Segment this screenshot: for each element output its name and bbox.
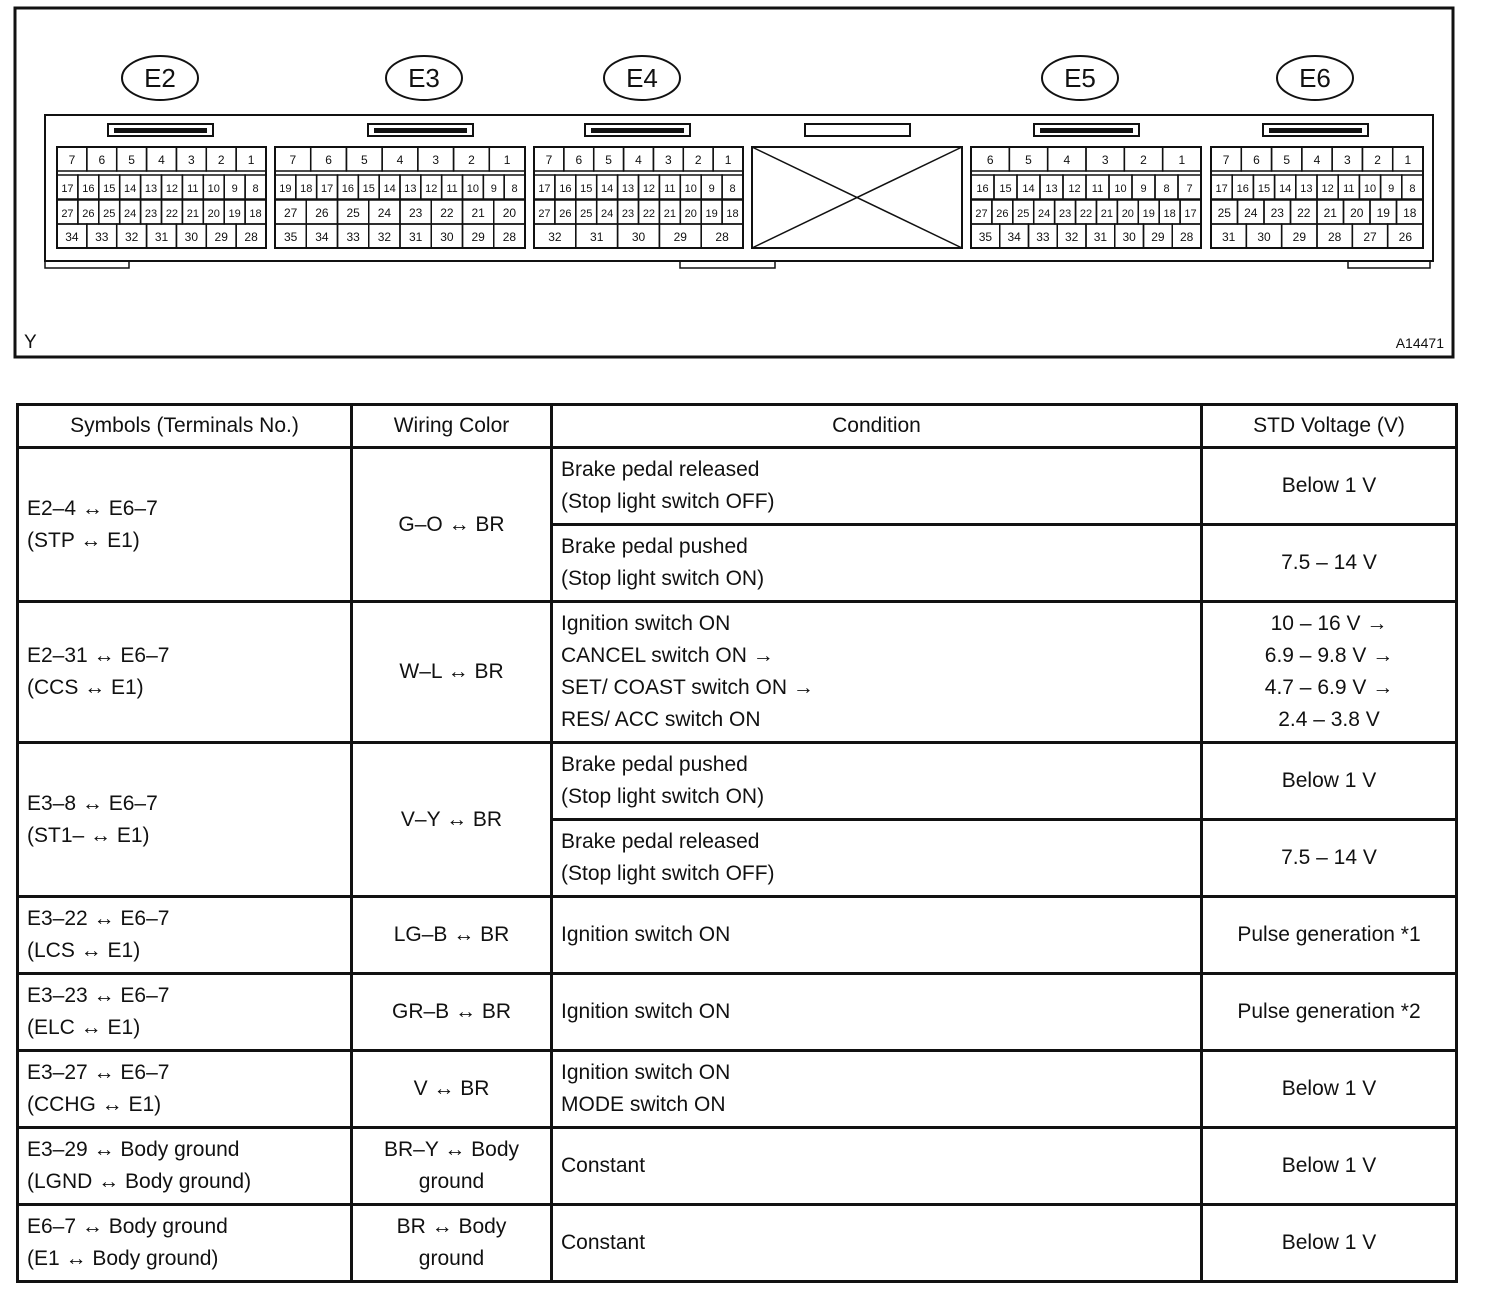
condition-text: Ignition switch ON [561,1000,731,1023]
pin-number: 6 [575,153,583,167]
pin-number: 5 [128,153,135,167]
pin-number: 18 [249,208,262,220]
pin-number: 27 [61,208,74,220]
pin-number: 7 [289,153,297,167]
std-voltage-cell [1202,974,1457,1051]
pin-number: 16 [559,183,572,195]
std-voltage-cell [1202,1128,1457,1205]
pin-number: 21 [1100,208,1114,220]
std-voltage-text: Below 1 V [1281,1077,1377,1100]
pin-number: 6 [98,153,106,167]
connector-latch-slot [374,128,467,133]
pin-number: 19 [705,208,718,220]
pin-number: 2 [1140,153,1147,167]
pin-number: 26 [1398,230,1413,244]
pin-number: 7 [1186,183,1193,195]
pin-number: 16 [341,183,355,195]
header-std-voltage: STD Voltage (V) [1202,405,1457,448]
terminal-symbol-text: (STP ↔ E1) [27,528,140,552]
pin-number: 18 [726,208,739,220]
voltage-table [16,403,1458,1283]
terminal-symbol-cell [18,1128,352,1205]
pin-number: 9 [708,183,715,195]
condition-cell [552,743,1202,820]
pin-number: 7 [545,153,553,167]
pin-number: 18 [1403,206,1417,220]
condition-text: Ignition switch ON [561,923,731,946]
table-row [18,897,1457,974]
terminal-symbol-text: E6–7 ↔ Body ground [27,1215,228,1238]
pin-number: 29 [214,230,228,244]
pin-number: 11 [446,183,458,195]
condition-text: Brake pedal released [561,830,760,853]
pin-number: 13 [144,183,158,195]
terminal-symbol-cell [18,974,352,1051]
condition-text: Ignition switch ON [561,612,731,635]
wiring-color-cell [352,1051,552,1128]
pin-number: 24 [1038,208,1051,220]
pin-number: 22 [1079,208,1093,220]
pin-number: 15 [999,183,1012,195]
terminal-symbol-text: E2–31 ↔ E6–7 [27,644,170,667]
pin-number: 24 [124,208,137,220]
terminal-symbol-text: E3–29 ↔ Body ground [27,1138,240,1161]
pin-number: 27 [1363,230,1377,244]
pin-number: 16 [82,183,95,195]
pin-number: 11 [1091,183,1104,195]
pin-number: 28 [1327,230,1342,244]
connector-latch-slot [591,128,684,133]
wiring-color-text: V ↔ BR [413,1077,490,1100]
pin-number: 33 [95,230,109,244]
std-voltage-text: 4.7 – 6.9 V → [1264,676,1394,699]
pin-number: 30 [440,230,454,244]
pin-number: 12 [165,183,179,195]
std-voltage-cell [1202,1051,1457,1128]
condition-text: SET/ COAST switch ON → [561,676,814,699]
pin-number: 23 [408,206,423,220]
pin-number: 28 [1179,230,1194,244]
table-row [18,1051,1457,1128]
connector-e5 [971,56,1201,248]
connector-label: E2 [144,63,176,93]
wiring-color-text: G–O ↔ BR [398,512,505,536]
pin-number: 22 [440,206,454,220]
pin-number: 34 [65,230,79,244]
pin-number: 21 [663,208,676,220]
pin-number: 13 [621,183,635,195]
housing-tab [680,261,775,268]
condition-cell [552,1128,1202,1205]
connector-label: E5 [1064,63,1096,93]
pin-number: 24 [601,208,614,220]
pin-number: 17 [1184,208,1197,220]
table-row [18,974,1457,1051]
condition-cell [552,897,1202,974]
pin-number: 30 [1122,230,1136,244]
pin-number: 1 [724,153,732,167]
table-row [18,1205,1457,1282]
wiring-color-cell [352,602,552,743]
pin-number: 31 [1093,230,1108,244]
pin-number: 20 [1121,208,1134,220]
connector-label: E4 [626,63,658,93]
pin-number: 17 [1215,183,1228,195]
condition-text: Brake pedal released [561,458,760,481]
pin-number: 12 [1321,183,1334,195]
blank-module-latch [805,124,910,136]
pin-number: 26 [559,208,572,220]
wiring-color-text: ground [418,1170,485,1193]
condition-cell [552,820,1202,897]
std-voltage-text: Pulse generation *1 [1237,923,1421,946]
terminal-symbol-text: (ST1– ↔ E1) [27,823,150,847]
terminal-symbol-text: E2–4 ↔ E6–7 [27,496,158,520]
connector-e2 [57,56,266,248]
pin-number: 23 [1058,208,1072,220]
pin-number: 29 [1151,230,1165,244]
figure-code: A14471 [1395,335,1444,351]
pin-number: 22 [1297,206,1311,220]
pin-number: 25 [346,206,360,220]
pin-number: 20 [207,208,220,220]
wiring-color-cell [352,1128,552,1205]
table-row [18,1128,1457,1205]
terminal-symbol-text: (CCHG ↔ E1) [27,1093,162,1116]
pin-number: 27 [538,208,551,220]
pin-number: 21 [471,206,485,220]
pin-number: 3 [665,153,672,167]
wiring-color-text: V–Y ↔ BR [400,807,503,831]
pin-number: 17 [538,183,551,195]
std-voltage-text: Pulse generation *2 [1237,1000,1421,1023]
std-voltage-cell [1202,897,1457,974]
pin-number: 10 [466,183,480,195]
pin-number: 24 [1244,206,1258,220]
pin-number: 13 [1045,183,1058,195]
pin-number: 27 [975,208,988,220]
pin-number: 9 [231,183,238,195]
std-voltage-cell [1202,602,1457,743]
pin-number: 19 [228,208,241,220]
pin-number: 4 [1063,153,1071,167]
pin-number: 31 [154,230,169,244]
condition-cell [552,974,1202,1051]
pin-number: 10 [1114,183,1127,195]
pin-number: 16 [976,183,989,195]
pin-number: 8 [729,183,736,195]
pin-number: 20 [502,206,517,220]
pin-number: 6 [1253,153,1260,167]
pin-number: 1 [1404,153,1412,167]
pin-number: 13 [404,183,417,195]
pin-number: 15 [362,183,375,195]
pin-number: 12 [642,183,656,195]
pin-number: 25 [1217,206,1231,220]
pin-number: 5 [1283,153,1291,167]
table-row [18,743,1457,820]
pin-number: 25 [103,208,116,220]
pin-number: 10 [1363,183,1377,195]
connector-e3 [275,56,525,248]
condition-text: RES/ ACC switch ON [561,708,761,731]
terminal-symbol-text: E3–23 ↔ E6–7 [27,984,170,1007]
pin-number: 32 [1064,230,1079,244]
pin-number: 31 [408,230,423,244]
condition-text: (Stop light switch OFF) [561,490,775,513]
pin-number: 9 [490,183,497,195]
terminal-symbol-text: (ELC ↔ E1) [27,1016,141,1039]
pin-number: 9 [1388,183,1395,195]
terminal-symbol-cell [18,602,352,743]
pin-number: 29 [471,230,485,244]
pin-number: 18 [300,183,313,195]
connector-latch-slot [1040,128,1133,133]
connector-label: E3 [408,63,440,93]
connector-latch-slot [1269,128,1362,133]
terminal-symbol-text: (E1 ↔ Body ground) [27,1247,219,1270]
std-voltage-cell [1202,1205,1457,1282]
condition-text: CANCEL switch ON → [561,644,774,667]
pin-number: 32 [124,230,139,244]
pin-number: 29 [673,230,687,244]
pin-number: 6 [325,153,332,167]
terminal-symbol-text: E3–8 ↔ E6–7 [27,791,158,815]
pin-number: 24 [377,206,392,220]
corner-label: Y [24,332,37,353]
pin-number: 26 [82,208,95,220]
condition-text: Constant [561,1231,646,1254]
pin-number: 8 [1409,183,1416,195]
pin-number: 25 [1017,208,1030,220]
pin-number: 17 [320,183,334,195]
condition-cell [552,448,1202,525]
pin-number: 4 [635,153,642,167]
pin-number: 14 [383,183,396,195]
pin-number: 22 [642,208,656,220]
pin-number: 29 [1292,230,1307,244]
pin-number: 30 [631,230,646,244]
pin-number: 22 [165,208,179,220]
pin-number: 2 [694,153,702,167]
header-condition: Condition [552,405,1202,448]
condition-text: MODE switch ON [561,1093,726,1116]
terminal-symbol-cell [18,897,352,974]
std-voltage-cell [1202,820,1457,897]
std-voltage-text: 7.5 – 14 V [1281,846,1377,869]
pin-number: 8 [511,183,518,195]
condition-text: (Stop light switch ON) [561,785,765,808]
pin-number: 28 [244,230,258,244]
pin-number: 27 [283,206,298,220]
condition-text: (Stop light switch ON) [561,567,765,590]
pin-number: 20 [684,208,697,220]
pin-number: 12 [1068,183,1081,195]
pin-number: 14 [124,183,137,195]
std-voltage-cell [1202,743,1457,820]
pin-number: 21 [1323,206,1337,220]
connector-e4 [534,56,743,248]
housing-tab [1348,261,1430,268]
pin-number: 4 [158,153,165,167]
std-voltage-text: Below 1 V [1281,1231,1377,1254]
ecu-connector-diagram [0,0,1504,370]
wiring-color-cell [352,1205,552,1282]
pin-number: 10 [207,183,220,195]
pin-number: 4 [396,153,404,167]
pin-number: 3 [1101,153,1109,167]
pin-number: 1 [247,153,255,167]
connector-e6 [1211,56,1423,248]
pin-number: 31 [590,230,604,244]
terminal-symbol-text: (LCS ↔ E1) [27,939,141,962]
pin-number: 10 [684,183,697,195]
pin-number: 11 [187,183,199,195]
pin-number: 32 [548,230,562,244]
pin-number: 14 [601,183,614,195]
std-voltage-text: 6.9 – 9.8 V → [1264,644,1394,667]
pin-number: 19 [279,183,292,195]
std-voltage-cell [1202,448,1457,525]
terminal-symbol-text: E3–22 ↔ E6–7 [27,907,170,930]
pin-number: 31 [1221,230,1236,244]
condition-text: Brake pedal pushed [561,535,748,558]
std-voltage-text: 7.5 – 14 V [1281,551,1377,574]
condition-text: Brake pedal pushed [561,753,748,776]
pin-number: 18 [1163,208,1176,220]
pin-number: 34 [315,230,329,244]
pin-number: 19 [1376,206,1390,220]
pin-number: 15 [1257,183,1271,195]
pin-number: 8 [252,183,259,195]
pin-number: 15 [580,183,593,195]
pin-number: 5 [360,153,368,167]
pin-number: 34 [1007,230,1021,244]
pin-number: 14 [1022,183,1035,195]
pin-number: 3 [432,153,440,167]
wiring-color-text: W–L ↔ BR [399,660,504,683]
pin-number: 1 [503,153,511,167]
pin-number: 3 [1343,153,1351,167]
wiring-color-text: BR–Y ↔ Body [383,1138,519,1161]
wiring-color-cell [352,974,552,1051]
terminal-symbol-text: (LGND ↔ Body ground) [27,1170,252,1193]
pin-number: 26 [315,206,329,220]
pin-number: 33 [1036,230,1050,244]
condition-text: (Stop light switch OFF) [561,862,775,885]
pin-number: 4 [1313,153,1321,167]
wiring-color-text: LG–B ↔ BR [393,923,510,946]
pin-number: 23 [1270,206,1284,220]
std-voltage-text: 2.4 – 3.8 V [1278,708,1380,731]
std-voltage-text: Below 1 V [1281,769,1377,792]
wiring-color-text: GR–B ↔ BR [391,1000,512,1023]
terminal-symbol-cell [18,743,352,897]
condition-cell [552,525,1202,602]
pin-number: 20 [1350,206,1364,220]
std-voltage-cell [1202,525,1457,602]
table-row [18,602,1457,743]
pin-number: 5 [605,153,612,167]
header-symbols: Symbols (Terminals No.) [18,405,352,448]
wiring-color-text: ground [418,1247,485,1270]
pin-number: 8 [1163,183,1170,195]
pin-number: 21 [186,208,199,220]
pin-number: 30 [1257,230,1271,244]
housing-tab [45,261,129,268]
pin-number: 2 [217,153,225,167]
pin-number: 13 [1300,183,1313,195]
pin-number: 1 [1178,153,1186,167]
pin-number: 23 [144,208,158,220]
std-voltage-text: 10 – 16 V → [1270,612,1388,635]
connector-label: E6 [1299,63,1331,93]
connector-latch-slot [114,128,207,133]
std-voltage-text: Below 1 V [1281,1154,1377,1177]
pin-number: 11 [664,183,676,195]
pin-number: 9 [1140,183,1147,195]
wiring-color-cell [352,897,552,974]
wiring-color-text: BR ↔ Body [396,1215,507,1238]
std-voltage-text: Below 1 V [1281,474,1377,497]
pin-number: 33 [346,230,360,244]
condition-text: Constant [561,1154,646,1177]
condition-cell [552,602,1202,743]
pin-number: 28 [715,230,729,244]
pin-number: 14 [1279,183,1292,195]
condition-text: Ignition switch ON [561,1061,731,1084]
pin-number: 32 [377,230,392,244]
terminal-symbol-cell [18,448,352,602]
pin-number: 19 [1142,208,1155,220]
pin-number: 12 [425,183,438,195]
pin-number: 3 [188,153,195,167]
terminal-symbol-text: E3–27 ↔ E6–7 [27,1061,170,1084]
condition-cell [552,1205,1202,1282]
pin-number: 15 [103,183,116,195]
pin-number: 23 [621,208,635,220]
pin-number: 5 [1025,153,1032,167]
pin-number: 25 [580,208,593,220]
pin-number: 16 [1236,183,1249,195]
condition-cell [552,1051,1202,1128]
terminal-symbol-cell [18,1051,352,1128]
pin-number: 2 [468,153,475,167]
pin-number: 26 [996,208,1009,220]
pin-number: 28 [502,230,517,244]
pin-number: 35 [283,230,298,244]
wiring-color-cell [352,743,552,897]
header-wiring-color: Wiring Color [352,405,552,448]
pin-number: 7 [1222,153,1230,167]
table-header-row [18,405,1457,448]
pin-number: 2 [1374,153,1381,167]
wiring-color-cell [352,448,552,602]
pin-number: 6 [986,153,994,167]
terminal-symbol-text: (CCS ↔ E1) [27,676,144,699]
pin-number: 17 [61,183,74,195]
table-row [18,448,1457,525]
pin-number: 35 [978,230,993,244]
pin-number: 11 [1343,183,1355,195]
terminal-symbol-cell [18,1205,352,1282]
pin-number: 30 [184,230,199,244]
pin-number: 7 [68,153,76,167]
